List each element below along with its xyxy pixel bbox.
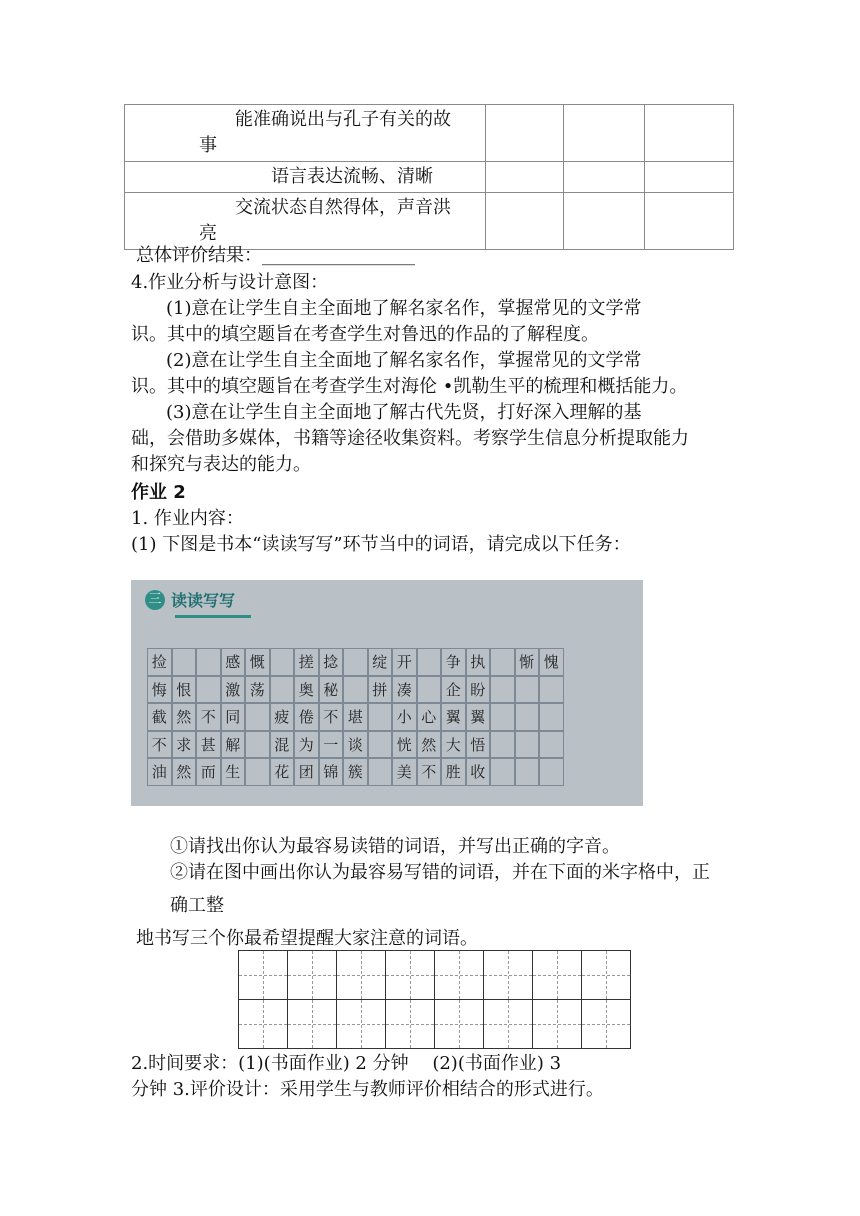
word-grid-cell: 而 bbox=[196, 758, 221, 786]
title-underline bbox=[175, 615, 251, 618]
score-cell[interactable] bbox=[645, 162, 734, 193]
word-grid-cell: 荡 bbox=[245, 676, 270, 704]
criterion-text-cont: 事 bbox=[199, 135, 217, 156]
mi-grid-cell[interactable] bbox=[582, 1000, 631, 1049]
mi-grid-cell[interactable] bbox=[337, 1000, 386, 1049]
word-grid-cell: 疲 bbox=[270, 703, 295, 731]
mi-grid-cell[interactable] bbox=[386, 1000, 435, 1049]
word-grid-cell: 不 bbox=[147, 731, 172, 759]
word-grid-cell: 捻 bbox=[319, 648, 344, 676]
word-grid-cell: 同 bbox=[221, 703, 246, 731]
word-grid-cell: 一 bbox=[319, 731, 344, 759]
score-cell[interactable] bbox=[486, 105, 564, 162]
word-grid-cell bbox=[196, 676, 221, 704]
word-grid-cell: 求 bbox=[172, 731, 197, 759]
word-grid bbox=[147, 648, 564, 786]
paragraph-1: (1)意在让学生自主全面地了解名家名作，掌握常见的文学常 bbox=[166, 298, 642, 319]
word-grid-cell bbox=[539, 676, 564, 704]
mi-grid-cell[interactable] bbox=[288, 1000, 337, 1049]
homework-2-title: 作业 2 bbox=[131, 482, 186, 503]
word-grid-cell: 生 bbox=[221, 758, 246, 786]
paragraph-2: (2)意在让学生自主全面地了解名家名作，掌握常见的文学常 bbox=[166, 350, 642, 371]
word-grid-cell bbox=[343, 648, 368, 676]
mi-grid-cell[interactable] bbox=[484, 951, 533, 1000]
criterion-text: 能准确说出与孔子有关的故 bbox=[235, 109, 451, 130]
word-grid-cell: 然 bbox=[417, 731, 442, 759]
criterion-cell bbox=[125, 162, 486, 193]
score-cell[interactable] bbox=[564, 193, 645, 250]
word-grid-cell: 油 bbox=[147, 758, 172, 786]
task-1: ①请找出你认为最容易读错的词语，并写出正确的字音。 bbox=[170, 836, 620, 857]
word-grid-cell: 截 bbox=[147, 703, 172, 731]
word-grid-cell bbox=[490, 703, 515, 731]
mi-grid-cell[interactable] bbox=[533, 951, 582, 1000]
word-grid-row bbox=[147, 648, 564, 676]
content-label: 1. 作业内容： bbox=[131, 508, 244, 529]
word-grid-cell: 然 bbox=[172, 703, 197, 731]
word-grid-cell: 美 bbox=[392, 758, 417, 786]
word-grid-cell: 绽 bbox=[368, 648, 393, 676]
word-grid-cell: 悔 bbox=[147, 676, 172, 704]
word-grid-cell: 惭 bbox=[515, 648, 540, 676]
eval-row bbox=[125, 162, 734, 193]
word-grid-cell bbox=[490, 676, 515, 704]
word-grid-cell: 簇 bbox=[343, 758, 368, 786]
word-grid-cell: 拼 bbox=[368, 676, 393, 704]
word-grid-cell bbox=[515, 731, 540, 759]
textbook-photo bbox=[131, 580, 643, 806]
word-grid-cell bbox=[368, 731, 393, 759]
task-2-cont: 确工整 bbox=[170, 895, 224, 916]
section-badge: 三 bbox=[145, 590, 165, 610]
word-grid-cell bbox=[245, 731, 270, 759]
word-grid-cell bbox=[515, 758, 540, 786]
evaluation-table bbox=[124, 104, 734, 250]
mi-grid-cell[interactable] bbox=[288, 951, 337, 1000]
word-grid-cell bbox=[270, 676, 295, 704]
word-grid-cell: 悟 bbox=[466, 731, 491, 759]
paragraph-1-cont: 识。其中的填空题旨在考查学生对鲁迅的作品的了解程度。 bbox=[131, 324, 599, 345]
mi-grid-cell[interactable] bbox=[337, 951, 386, 1000]
word-grid-cell: 花 bbox=[270, 758, 295, 786]
evaluation-design: 分钟 3.评价设计：采用学生与教师评价相结合的形式进行。 bbox=[131, 1079, 604, 1100]
word-grid-cell bbox=[490, 758, 515, 786]
word-grid-cell: 胜 bbox=[441, 758, 466, 786]
section-heading: 4.作业分析与设计意图： bbox=[131, 272, 329, 293]
word-grid-cell bbox=[515, 703, 540, 731]
mi-grid-cell[interactable] bbox=[239, 951, 288, 1000]
word-grid-cell: 收 bbox=[466, 758, 491, 786]
word-grid-cell bbox=[539, 703, 564, 731]
word-grid-cell: 开 bbox=[392, 648, 417, 676]
word-grid-cell: 感 bbox=[221, 648, 246, 676]
overall-result: 总体评价结果：_________________ bbox=[136, 245, 415, 266]
word-grid-row bbox=[147, 703, 564, 731]
score-cell[interactable] bbox=[564, 105, 645, 162]
word-grid-cell bbox=[539, 758, 564, 786]
word-grid-cell bbox=[368, 758, 393, 786]
word-grid-cell: 盼 bbox=[466, 676, 491, 704]
word-grid-cell: 不 bbox=[417, 758, 442, 786]
word-grid-cell: 大 bbox=[441, 731, 466, 759]
word-grid-cell: 恨 bbox=[172, 676, 197, 704]
word-grid-cell bbox=[270, 648, 295, 676]
mi-grid-cell[interactable] bbox=[435, 1000, 484, 1049]
mi-grid-cell[interactable] bbox=[533, 1000, 582, 1049]
paragraph-3-cont: 础，会借助多媒体，书籍等途径收集资料。考察学生信息分析提取能力 bbox=[131, 428, 689, 449]
photo-section-label: 读读写写 bbox=[171, 591, 236, 610]
mi-grid-cell[interactable] bbox=[386, 951, 435, 1000]
word-grid-cell bbox=[368, 703, 393, 731]
eval-row bbox=[125, 193, 734, 250]
word-grid-cell: 然 bbox=[172, 758, 197, 786]
criterion-text: 交流状态自然得体，声音洪 bbox=[235, 197, 451, 218]
mi-grid-cell[interactable] bbox=[435, 951, 484, 1000]
time-requirement: 2.时间要求：(1)(书面作业) 2 分钟 (2)(书面作业) 3 bbox=[131, 1053, 562, 1074]
word-grid-row bbox=[147, 731, 564, 759]
word-grid-cell: 心 bbox=[417, 703, 442, 731]
word-grid-cell: 谈 bbox=[343, 731, 368, 759]
word-grid-cell: 凑 bbox=[392, 676, 417, 704]
word-grid-cell: 争 bbox=[441, 648, 466, 676]
word-grid-cell: 翼 bbox=[441, 703, 466, 731]
word-grid-cell: 解 bbox=[221, 731, 246, 759]
word-grid-cell: 慨 bbox=[245, 648, 270, 676]
word-grid-cell: 搓 bbox=[294, 648, 319, 676]
word-grid-cell: 混 bbox=[270, 731, 295, 759]
word-grid-row bbox=[147, 758, 564, 786]
criterion-text-cont: 亮 bbox=[199, 223, 217, 244]
criterion-cell bbox=[125, 105, 486, 162]
word-grid-cell: 执 bbox=[466, 648, 491, 676]
word-grid-cell bbox=[245, 758, 270, 786]
word-grid-cell: 捡 bbox=[147, 648, 172, 676]
word-grid-cell bbox=[539, 731, 564, 759]
word-grid-cell: 不 bbox=[319, 703, 344, 731]
criterion-cell bbox=[125, 193, 486, 250]
task-2: ②请在图中画出你认为最容易写错的词语，并在下面的米字格中，正 bbox=[170, 862, 710, 883]
word-grid-cell bbox=[196, 648, 221, 676]
word-grid-row bbox=[147, 676, 564, 704]
word-grid-cell: 甚 bbox=[196, 731, 221, 759]
task-2-end: 地书写三个你最希望提醒大家注意的词语。 bbox=[136, 928, 478, 949]
mi-grid-cell[interactable] bbox=[239, 1000, 288, 1049]
word-grid-cell: 倦 bbox=[294, 703, 319, 731]
word-grid-cell: 翼 bbox=[466, 703, 491, 731]
word-grid-cell: 激 bbox=[221, 676, 246, 704]
score-cell[interactable] bbox=[564, 162, 645, 193]
word-grid-cell: 不 bbox=[196, 703, 221, 731]
word-grid-cell: 小 bbox=[392, 703, 417, 731]
word-grid-cell: 奥 bbox=[294, 676, 319, 704]
paragraph-3-end: 和探究与表达的能力。 bbox=[131, 454, 311, 475]
word-grid-cell: 为 bbox=[294, 731, 319, 759]
word-grid-cell bbox=[490, 648, 515, 676]
criterion-text: 语言表达流畅、清晰 bbox=[271, 166, 433, 187]
mi-grid-cell[interactable] bbox=[582, 951, 631, 1000]
mi-grid-cell[interactable] bbox=[484, 1000, 533, 1049]
word-grid-cell: 堪 bbox=[343, 703, 368, 731]
paragraph-2-cont: 识。其中的填空题旨在考查学生对海伦 •凯勒生平的梳理和概括能力。 bbox=[131, 376, 688, 397]
writing-grid bbox=[238, 950, 631, 1049]
word-grid-cell: 愧 bbox=[539, 648, 564, 676]
eval-row bbox=[125, 105, 734, 162]
score-cell[interactable] bbox=[645, 105, 734, 162]
word-grid-cell bbox=[343, 676, 368, 704]
word-grid-cell: 秘 bbox=[319, 676, 344, 704]
word-grid-cell: 团 bbox=[294, 758, 319, 786]
score-cell[interactable] bbox=[486, 162, 564, 193]
paragraph-3: (3)意在让学生自主全面地了解古代先贤，打好深入理解的基 bbox=[166, 402, 642, 423]
word-grid-cell: 恍 bbox=[392, 731, 417, 759]
score-cell[interactable] bbox=[486, 193, 564, 250]
task-instruction: (1) 下图是书本“读读写写”环节当中的词语，请完成以下任务： bbox=[131, 534, 631, 555]
word-grid-cell bbox=[490, 731, 515, 759]
word-grid-cell bbox=[172, 648, 197, 676]
word-grid-cell bbox=[417, 676, 442, 704]
word-grid-cell: 锦 bbox=[319, 758, 344, 786]
score-cell[interactable] bbox=[645, 193, 734, 250]
word-grid-cell bbox=[245, 703, 270, 731]
word-grid-cell: 企 bbox=[441, 676, 466, 704]
word-grid-cell bbox=[515, 676, 540, 704]
word-grid-cell bbox=[417, 648, 442, 676]
